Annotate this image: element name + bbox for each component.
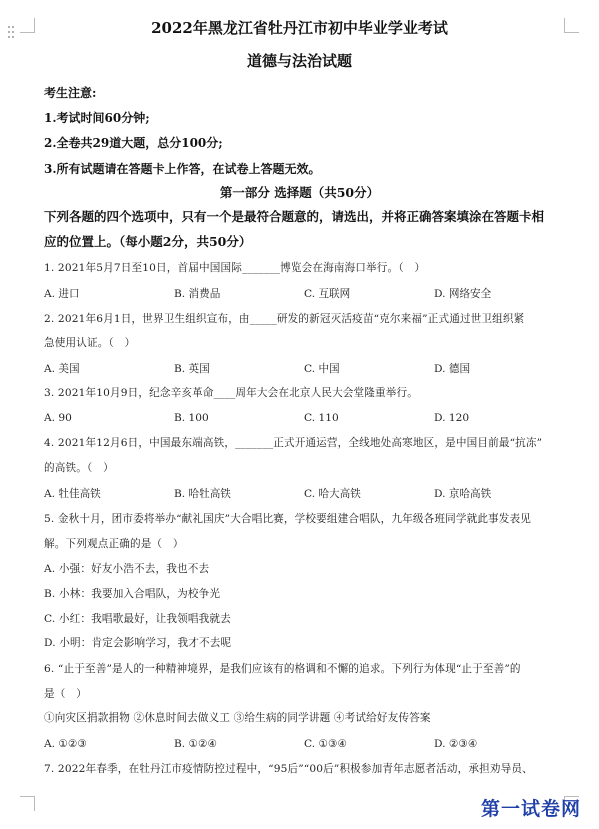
watermark-logo: 第一试卷网 [480,798,581,820]
notice-heading: 考生注意: [44,86,97,100]
instructions: 下列各题的四个选项中，只有一个是最符合题意的，请选出，并将正确答案填涂在答题卡相 [44,209,545,224]
notice-item: 2.全卷共29道大题，总分100分; [44,136,223,150]
question-text: 急使用认证。（ ） [44,337,136,349]
notice-item: 3.所有试题请在答题卡上作答，在试卷上答题无效。 [44,162,321,176]
option: C. ①③④ [304,738,347,750]
crop-mark-bottom-left [20,796,35,811]
question-text: 解。下列观点正确的是（ ） [44,538,184,550]
option: A. 美国 [44,363,80,375]
option: C. 哈大高铁 [304,488,361,500]
question-text: 2. 2021年6月1日，世界卫生组织宣布，由_____研发的新冠灭活疫苗“克尔来福”正式通过世卫组织紧 [44,313,525,325]
option: B. 小林：我要加入合唱队，为校争光 [44,588,221,600]
option: D. 京哈高铁 [434,488,492,500]
option: B. ①②④ [174,738,218,750]
option: A. ①②③ [44,738,87,750]
option: B. 哈牡高铁 [174,488,231,500]
option: B. 消费品 [174,288,221,300]
question-text: 5. 金秋十月，团市委将举办“献礼国庆”大合唱比赛，学校要组建合唱队，九年级各班同学就此事发表见 [44,513,532,525]
question-text: 是（ ） [44,688,87,700]
question-text: 3. 2021年10月9日，纪念辛亥革命____周年大会在北京人民大会堂隆重举行。 [44,387,419,399]
question-text: 1. 2021年5月7日至10日，首届中国国际_______博览会在海南海口举行。（ ） [44,262,426,274]
question-text: 的高铁。（ ） [44,462,114,474]
option: A. 牡佳高铁 [44,488,101,500]
option: A. 小强：好友小浩不去，我也不去 [44,563,210,575]
question-text: 6. “止于至善”是人的一种精神境界，是我们应该有的格调和不懈的追求。下列行为体现“止于至善”的 [44,663,521,675]
option: A. 90 [44,412,72,424]
notice-item: 1.考试时间60分钟; [44,111,150,125]
option: B. 100 [174,412,209,424]
option: D. 网络安全 [434,288,492,300]
option: D. 120 [434,412,470,424]
option: A. 进口 [44,288,80,300]
exam-title: 2022年黑龙江省牡丹江市初中毕业学业考试 [151,19,448,37]
instructions: 应的位置上。（每小题2分，共50分） [44,234,252,249]
option: C. 小红：我唱歌最好，让我领唱我就去 [44,613,231,625]
question-text: 4. 2021年12月6日，中国最东端高铁，_______正式开通运营，全线地处高寒地区，是中国目前最“抗冻” [44,437,543,449]
option: D. 德国 [434,363,471,375]
question-text: ①向灾区捐款捐物 ②休息时间去做义工 ③给生病的同学讲题 ④考试给好友传答案 [44,712,431,724]
option: C. 中国 [304,363,340,375]
option: C. 互联网 [304,288,351,300]
option: D. 小明：肯定会影响学习，我才不去呢 [44,637,232,649]
exam-subtitle: 道德与法治试题 [246,52,352,70]
option: D. ②③④ [434,738,478,750]
question-text: 7. 2022年春季，在牡丹江市疫情防控过程中，“95后”“00后”积极参加青年志愿者活动，承担劝导员、 [44,763,533,775]
option: C. 110 [304,412,339,424]
option: B. 英国 [174,363,210,375]
section-title: 第一部分 选择题（共50分） [219,185,380,200]
